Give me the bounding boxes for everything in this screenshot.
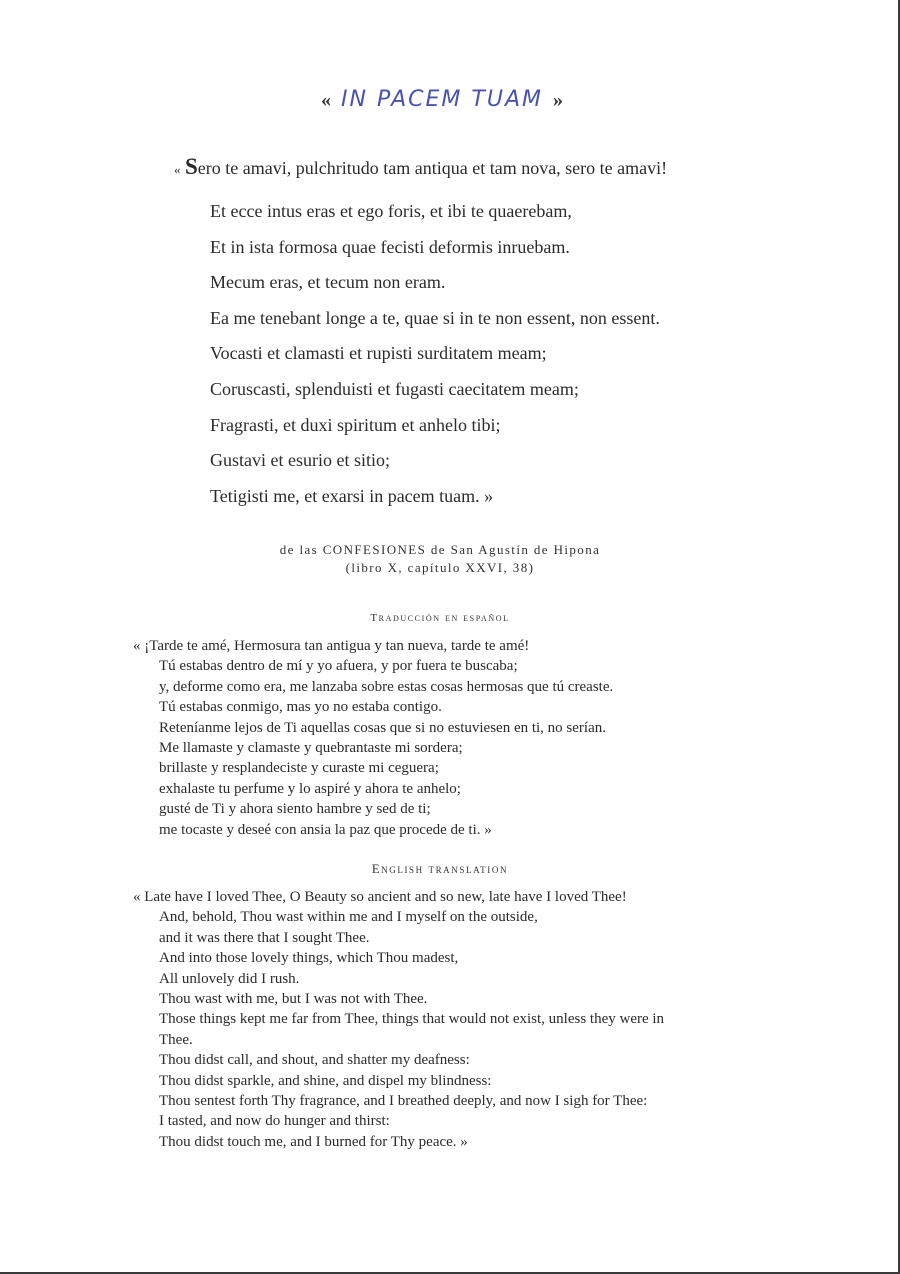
english-heading: English translation	[371, 862, 509, 876]
latin-line: Gustavi et esurio et sitio;	[210, 450, 390, 471]
latin-verse-lines	[210, 199, 660, 519]
english-line: Thou didst touch me, and I burned for Thy peace. »	[159, 1133, 468, 1150]
spanish-line: Reteníanme lejos de Ti aquellas cosas que si no estuviesen en ti, no serían.	[159, 719, 606, 736]
spanish-line: gusté de Ti y ahora siento hambre y sed de ti;	[159, 801, 431, 818]
latin-line: Ea me tenebant longe a te, quae si in te non essent, non essent.	[210, 307, 660, 328]
spanish-translation	[133, 636, 613, 840]
spanish-line: « ¡Tarde te amé, Hermosura tan antigua y tan nueva, tarde te amé!	[133, 638, 530, 654]
spanish-line: exhalaste tu perfume y lo aspiré y ahora te anhelo;	[159, 780, 461, 797]
english-line: All unlovely did I rush.	[159, 970, 300, 987]
latin-first-line	[174, 154, 667, 180]
title-close-quote: »	[552, 89, 563, 111]
spanish-line: Tú estabas conmigo, mas yo no estaba contigo.	[159, 699, 442, 716]
latin-line: Vocasti et clamasti et rupisti surditatem meam;	[210, 343, 547, 364]
spanish-line: y, deforme como era, me lanzaba sobre estas cosas hermosas que tú creaste.	[159, 678, 614, 695]
english-translation	[133, 887, 664, 1152]
english-line: And into those lovely things, which Thou madest,	[159, 950, 459, 967]
english-line: « Late have I loved Thee, O Beauty so ancient and so new, late have I loved Thee!	[133, 889, 627, 905]
english-line: Thou sentest forth Thy fragrance, and I breathed deeply, and now I sigh for Thee:	[159, 1093, 648, 1110]
latin-first-line-text: ero te amavi, pulchritudo tam antiqua et tam nova, sero te amavi!	[197, 158, 668, 178]
english-line: Thee.	[159, 1031, 193, 1048]
title-text: IN PACEM TUAM	[341, 87, 543, 112]
spanish-line: Me llamaste y clamaste y quebrantaste mi sordera;	[159, 740, 463, 757]
latin-line: Fragrasti, et duxi spiritum et anhelo tibi;	[210, 414, 501, 435]
english-line: I tasted, and now do hunger and thirst:	[159, 1113, 390, 1130]
english-line: Thou didst sparkle, and shine, and dispel my blindness:	[159, 1072, 492, 1089]
latin-line: Et ecce intus eras et ego foris, et ibi te quaerebam,	[210, 201, 572, 221]
english-line: Those things kept me far from Thee, things that would not exist, unless they were in	[159, 1011, 665, 1028]
latin-line: Coruscasti, splenduisti et fugasti caecitatem meam;	[210, 378, 579, 399]
english-line: And, behold, Thou wast within me and I myself on the outside,	[159, 909, 538, 926]
spanish-heading: Traducción en español	[370, 612, 510, 624]
latin-line: Mecum eras, et tecum non eram.	[210, 272, 446, 293]
latin-line: Tetigisti me, et exarsi in pacem tuam. »	[210, 485, 494, 506]
english-line: Thou wast with me, but I was not with Thee.	[159, 991, 428, 1008]
source-citation	[0, 541, 880, 577]
spanish-line: brillaste y resplandeciste y curaste mi ceguera;	[159, 760, 439, 777]
english-line: and it was there that I sought Thee.	[159, 929, 370, 946]
source-line-2: (libro X, capítulo XXVI, 38)	[345, 560, 535, 575]
latin-drop-letter: S	[185, 154, 198, 179]
latin-open-quote: «	[174, 162, 181, 177]
latin-line: Et in ista formosa quae fecisti deformis inruebam.	[210, 236, 570, 257]
title-open-quote: «	[321, 89, 332, 111]
spanish-line: me tocaste y deseé con ansia la paz que procede de ti. »	[159, 821, 492, 838]
english-line: Thou didst call, and shout, and shatter my deafness:	[159, 1052, 470, 1069]
source-line-1: de las CONFESIONES de San Agustín de Hipona	[279, 542, 601, 557]
page-title	[0, 86, 884, 113]
spanish-line: Tú estabas dentro de mí y yo afuera, y por fuera te buscaba;	[159, 658, 518, 675]
